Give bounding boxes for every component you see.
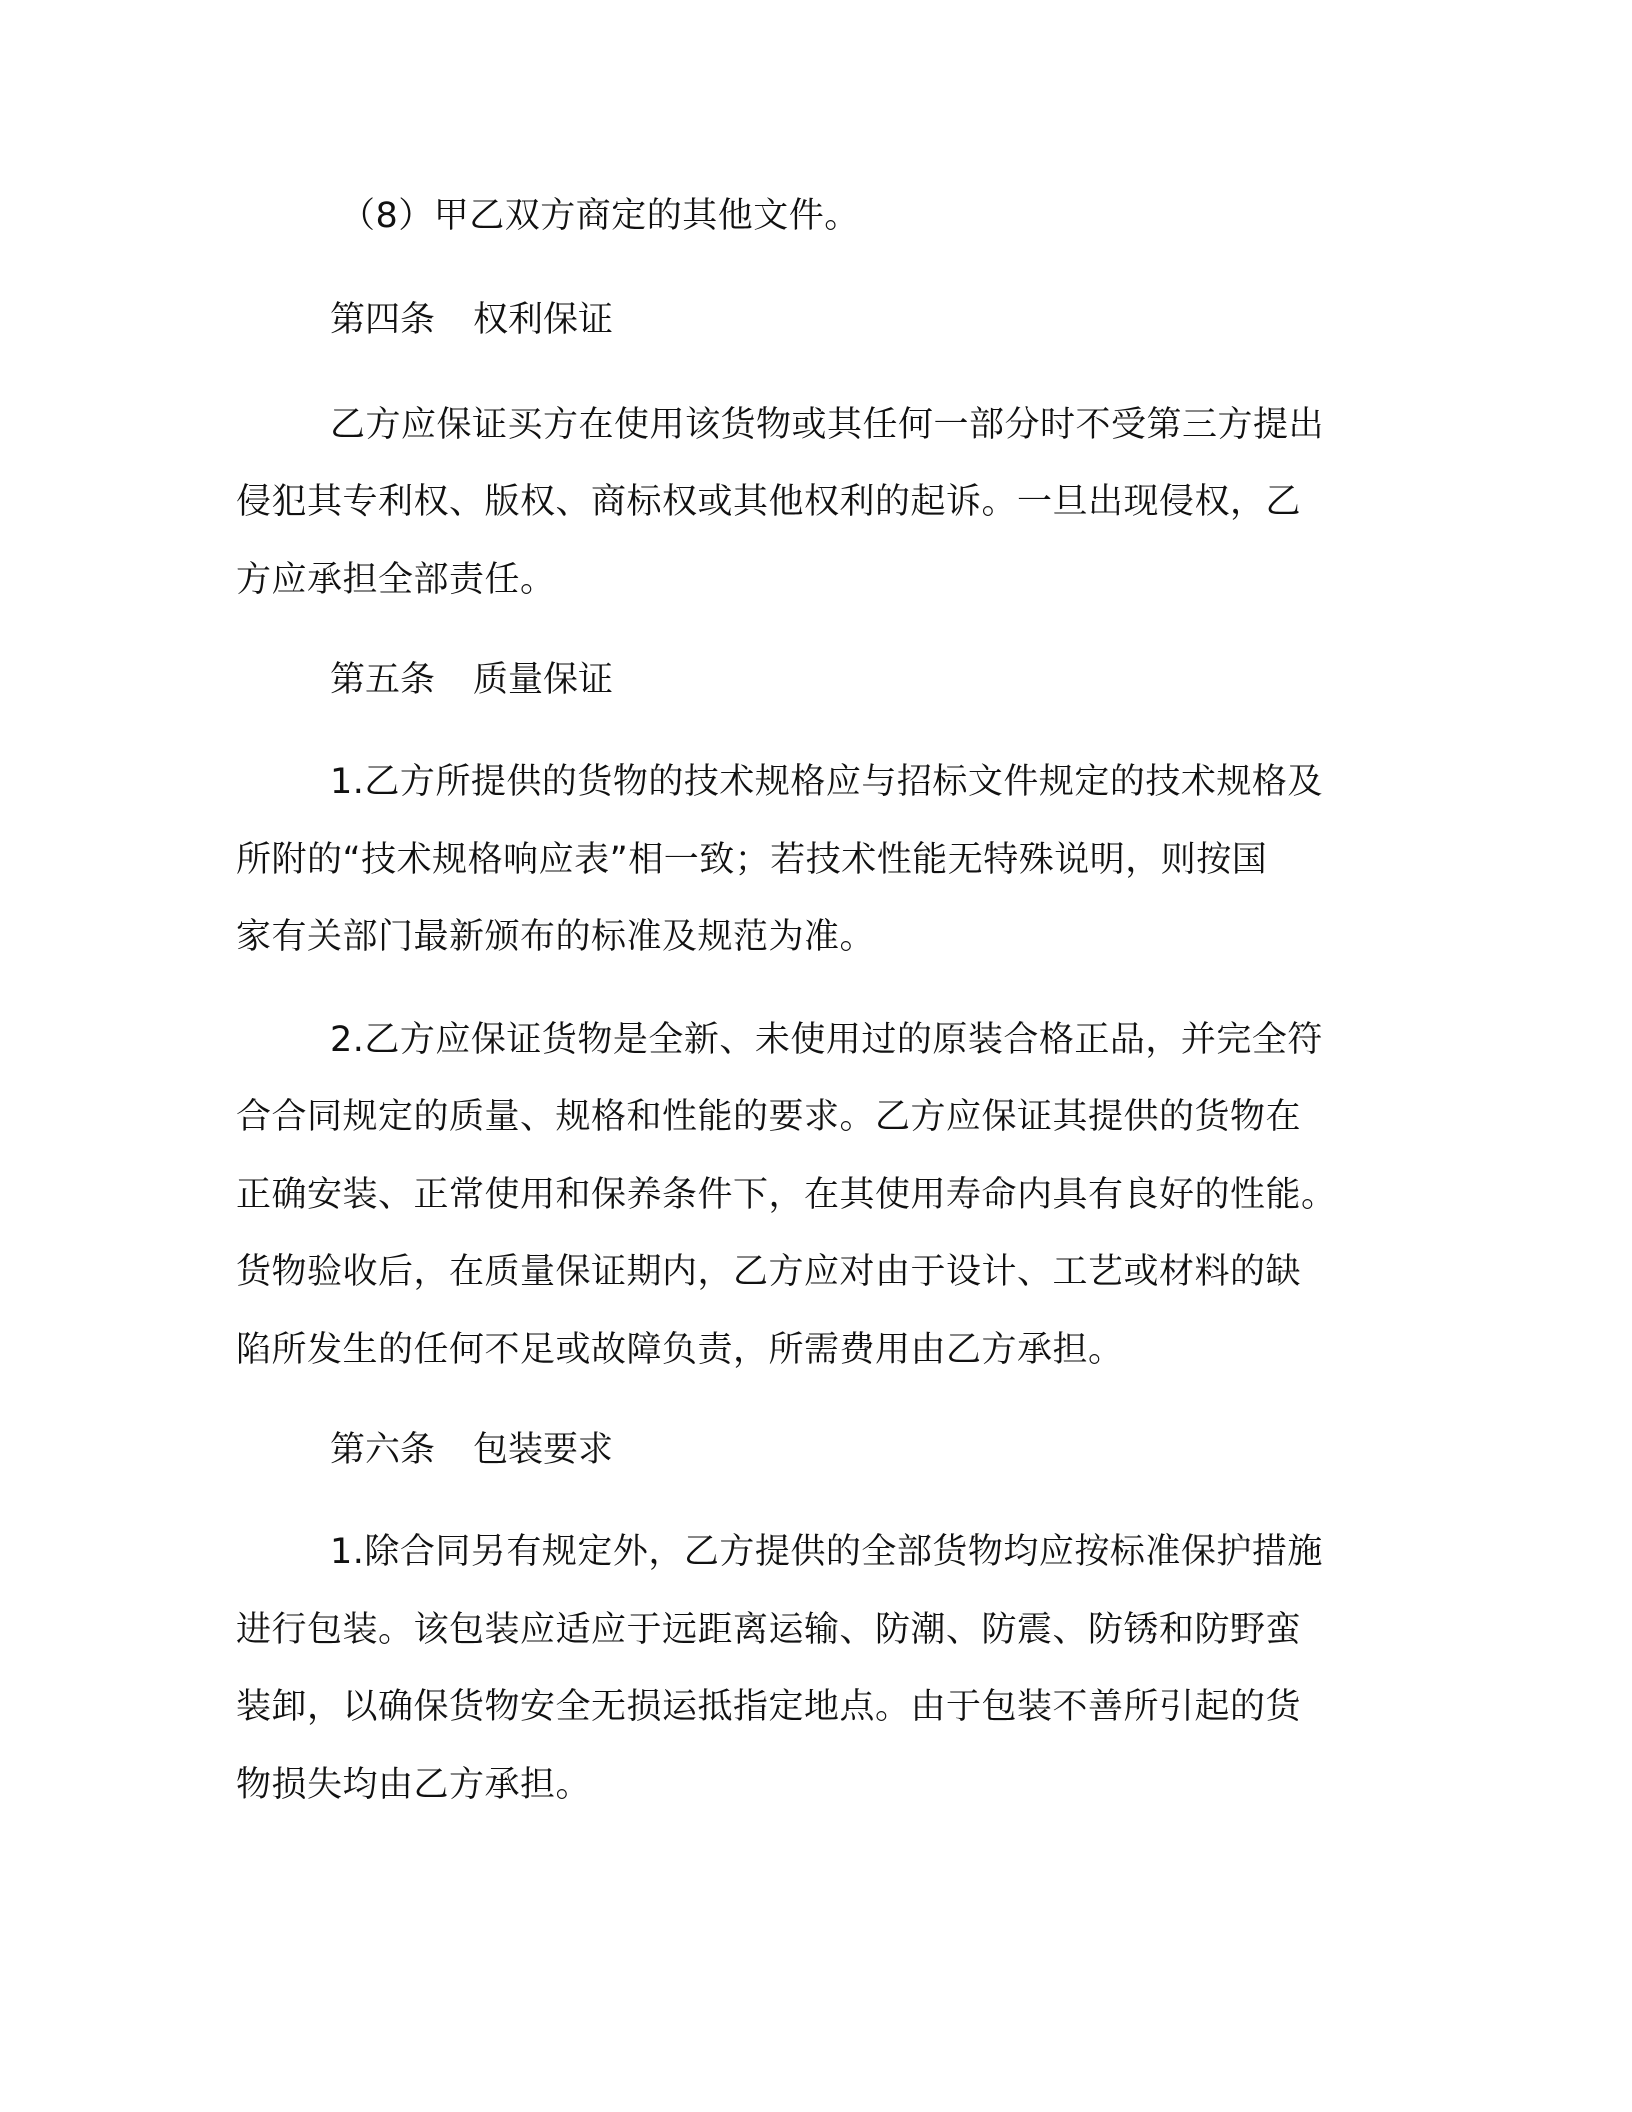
article-6-title: 包装要求 [473,1430,614,1470]
article-5-p2-line-1: 2.乙方应保证货物是全新、未使用过的原装合格正品，并完全符 [330,1020,1323,1060]
article-6-p1-line-2: 进行包装。该包装应适应于远距离运输、防潮、防震、防锈和防野蛮 [236,1610,1302,1650]
article-5-p2-line-2: 合合同规定的质量、规格和性能的要求。乙方应保证其提供的货物在 [236,1097,1302,1137]
article-4-para-line-2: 侵犯其专利权、版权、商标权或其他权利的起诉。一旦出现侵权，乙 [236,482,1302,522]
article-5-number: 第五条 [330,660,436,700]
article-6-number: 第六条 [330,1430,436,1470]
article-6-p1-line-1: 1.除合同另有规定外，乙方提供的全部货物均应按标准保护措施 [330,1532,1323,1572]
article-4-para-line-3: 方应承担全部责任。 [236,560,556,600]
article-4-number: 第四条 [330,300,436,340]
article-5-title: 质量保证 [473,660,614,700]
article-5-p1-line-2: 所附的“技术规格响应表”相一致；若技术性能无特殊说明，则按国 [236,840,1268,880]
article-4-title: 权利保证 [473,300,614,340]
article-4-para-line-1: 乙方应保证买方在使用该货物或其任何一部分时不受第三方提出 [330,405,1325,445]
article-6-p1-line-4: 物损失均由乙方承担。 [236,1765,592,1805]
article-6-heading [330,1430,613,1470]
article-5-p1-line-3: 家有关部门最新颁布的标准及规范为准。 [236,917,876,957]
article-5-p2-line-4: 货物验收后，在质量保证期内，乙方应对由于设计、工艺或材料的缺 [236,1252,1302,1292]
article-4-heading [330,300,613,340]
article-6-p1-line-3: 装卸，以确保货物安全无损运抵指定地点。由于包装不善所引起的货 [236,1687,1302,1727]
article-5-p2-line-5: 陷所发生的任何不足或故障负责，所需费用由乙方承担。 [236,1330,1124,1370]
article-5-p2-line-3: 正确安装、正常使用和保养条件下，在其使用寿命内具有良好的性能。 [236,1175,1337,1215]
article-5-heading [330,660,613,700]
article-5-p1-line-1: 1.乙方所提供的货物的技术规格应与招标文件规定的技术规格及 [330,762,1323,802]
list-item-8: （8）甲乙双方商定的其他文件。 [340,196,860,236]
